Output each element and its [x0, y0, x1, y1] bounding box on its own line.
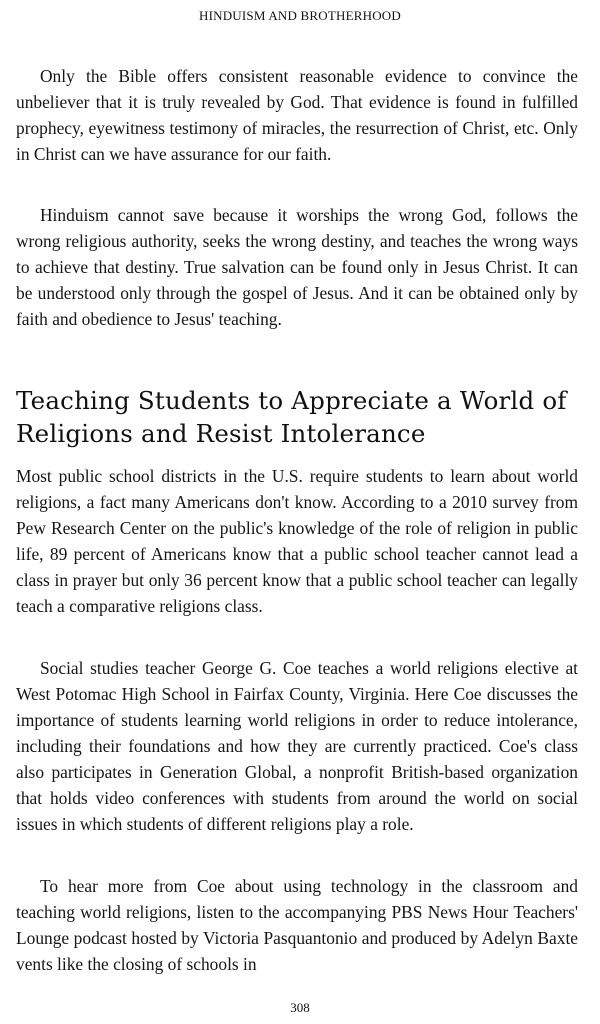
body-paragraph: Only the Bible offers consistent reasonable evidence to convince the unbeliever that it is truly revealed by God. That evidence is found in fulfilled prophecy, eyewitness testimony of miracles, the resurrection of Christ, etc. Only in Christ can we have assurance for our faith. [16, 66, 578, 164]
page-number: 308 [290, 1000, 310, 1015]
body-paragraph-block [16, 463, 578, 619]
section-heading: Teaching Students to Appreciate a World of Religions and Resist Intolerance [16, 386, 567, 448]
body-paragraph: Most public school districts in the U.S. require students to learn about world religions, a fact many Americans don't know. According to a 2010 survey from Pew Research Center on the public's knowledge of the role of religion in public life, 89 percent of Americans know that a public school teacher cannot lead a class in prayer but only 36 percent know that a public school teacher can legally teach a comparative religions class. [16, 466, 578, 616]
body-paragraph-block [16, 873, 578, 977]
body-paragraph-block [16, 202, 578, 332]
body-paragraph-block [16, 63, 578, 167]
body-paragraph: To hear more from Coe about using technology in the classroom and teaching world religions, listen to the accompanying PBS News Hour Teachers' Lounge podcast hosted by Victoria Pasquantonio and produced by Adelyn Baxte vents like the closing of schools in [16, 876, 578, 974]
body-paragraph-block [16, 655, 578, 837]
running-head: HINDUISM AND BROTHERHOOD [199, 8, 401, 23]
body-paragraph: Social studies teacher George G. Coe teaches a world religions elective at West Potomac High School in Fairfax County, Virginia. Here Coe discusses the importance of students learning world religions in order to reduce intolerance, including their foundations and how they are currently practiced. Coe's class also participates in Generation Global, a nonprofit British-based organization that holds video conferences with students from around the world on social issues in which students of different religions play a role. [16, 658, 578, 834]
body-paragraph: Hinduism cannot save because it worships the wrong God, follows the wrong religious authority, seeks the wrong destiny, and teaches the wrong ways to achieve that destiny. True salvation can be found only in Jesus Christ. It can be understood only through the gospel of Jesus. And it can be obtained only by faith and obedience to Jesus' teaching. [16, 205, 578, 329]
